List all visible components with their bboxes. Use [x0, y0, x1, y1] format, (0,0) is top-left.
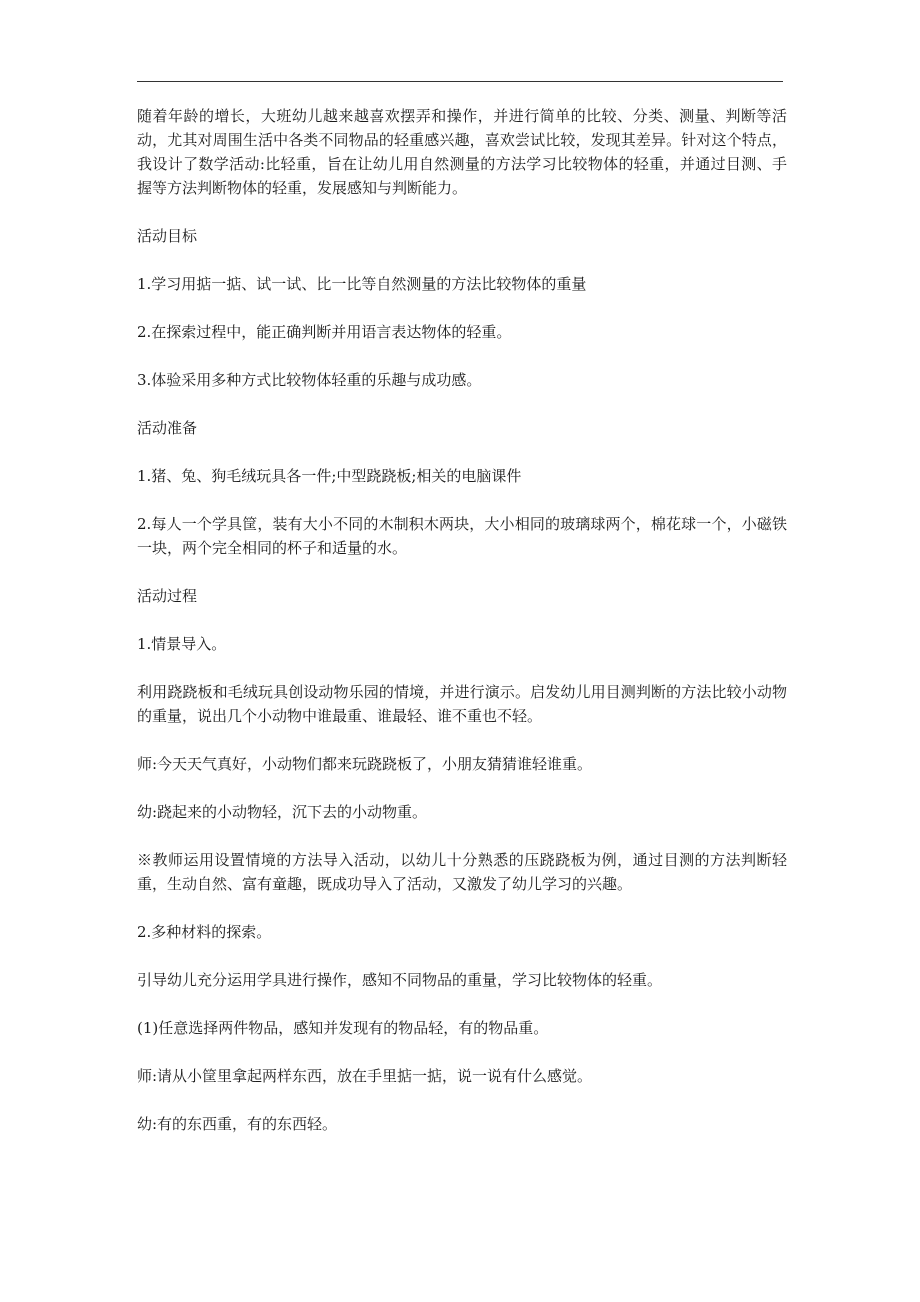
goal-item-2: 2.在探索过程中，能正确判断并用语言表达物体的轻重。	[137, 323, 512, 341]
section-heading-goals: 活动目标	[137, 227, 198, 245]
child-line-2: 幼:有的东西重，有的东西轻。	[137, 1115, 338, 1133]
preparation-item-2: 2.每人一个学具筐，装有大小不同的木制积木两块，大小相同的玻璃球两个，棉花球一个，小磁铁一块，两个完全相同的杯子和适量的水。	[137, 515, 787, 557]
intro-paragraph: 随着年龄的增长，大班幼儿越来越喜欢摆弄和操作，并进行简单的比较、分类、测量、判断等活动，尤其对周围生活中各类不同物品的轻重感兴趣，喜欢尝试比较，发现其差异。针对这个特点，我设计了数学活动:比轻重，旨在让幼儿用自然测量的方法学习比较物体的轻重，并通过目测、手握等方法判断物体的轻重，发展感知与判断能力。	[137, 107, 787, 197]
teacher-line-2: 师:请从小筐里拿起两样东西，放在手里掂一掂，说一说有什么感觉。	[137, 1067, 593, 1085]
goal-item-3: 3.体验采用多种方式比较物体轻重的乐趣与成功感。	[137, 371, 482, 389]
process-step-1-description: 利用跷跷板和毛绒玩具创设动物乐园的情境，并进行演示。启发幼儿用目测判断的方法比较小动物的重量，说出几个小动物中谁最重、谁最轻、谁不重也不轻。	[137, 683, 787, 725]
process-substep-1: (1)任意选择两件物品，感知并发现有的物品轻，有的物品重。	[137, 1019, 549, 1037]
teacher-line-1: 师:今天天气真好，小动物们都来玩跷跷板了，小朋友猜猜谁轻谁重。	[137, 755, 593, 773]
process-step-2-title: 2.多种材料的探索。	[137, 923, 272, 941]
section-heading-preparation: 活动准备	[137, 419, 198, 437]
process-step-1-title: 1.情景导入。	[137, 635, 227, 653]
section-heading-process: 活动过程	[137, 587, 198, 605]
header-rule	[137, 81, 783, 82]
goal-item-1: 1.学习用掂一掂、试一试、比一比等自然测量的方法比较物体的重量	[137, 275, 587, 293]
process-step-2-description: 引导幼儿充分运用学具进行操作，感知不同物品的重量，学习比较物体的轻重。	[137, 971, 663, 989]
child-line-1: 幼:跷起来的小动物轻，沉下去的小动物重。	[137, 803, 428, 821]
commentary-note: ※教师运用设置情境的方法导入活动，以幼儿十分熟悉的压跷跷板为例，通过目测的方法判断轻重，生动自然、富有童趣，既成功导入了活动，又激发了幼儿学习的兴趣。	[137, 851, 787, 893]
preparation-item-1: 1.猪、兔、狗毛绒玩具各一件;中型跷跷板;相关的电脑课件	[137, 467, 522, 485]
document-body	[137, 104, 787, 1160]
